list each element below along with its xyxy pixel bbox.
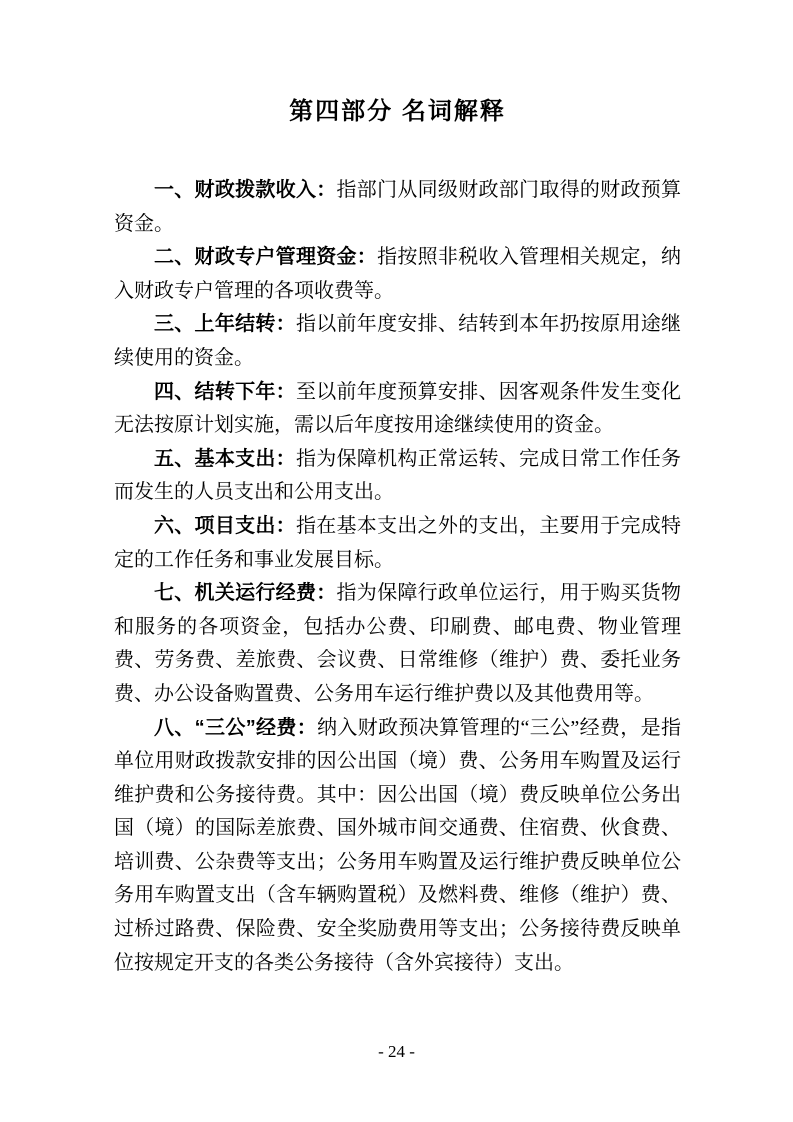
definition-item xyxy=(114,510,681,577)
definition-text: 指按照非税收入管理相关规定，纳入财政专户管理的各项收费等。 xyxy=(114,246,682,302)
definition-item xyxy=(114,308,681,375)
term-label: 一、财政拨款收入： xyxy=(154,179,337,201)
definitions-list xyxy=(114,174,681,980)
term-label: 六、项目支出： xyxy=(154,514,296,537)
definition-text: 指部门从同级财政部门取得的财政预算资金。 xyxy=(114,179,682,235)
page-number: - 24 - xyxy=(378,1042,415,1061)
definition-text: 至以前年度预算安排、因客观条件发生变化无法按原计划实施，需以后年度按用途继续使用的资金。 xyxy=(114,380,682,437)
definition-text: 指以前年度安排、结转到本年扔按原用途继续使用的资金。 xyxy=(114,313,682,369)
definition-text: 指在基本支出之外的支出，主要用于完成特定的工作任务和事业发展目标。 xyxy=(114,514,682,571)
definition-item xyxy=(114,174,681,241)
definition-text: 指为保障机构正常运转、完成日常工作任务而发生的人员支出和公用支出。 xyxy=(114,447,682,504)
term-label: 三、上年结转： xyxy=(154,313,296,336)
page-title: 第四部分 名词解释 xyxy=(289,98,506,125)
definition-item xyxy=(114,241,681,308)
definition-item xyxy=(114,712,681,981)
term-label: 五、基本支出： xyxy=(154,447,296,470)
definition-item xyxy=(114,376,681,443)
definition-text: 纳入财政预决算管理的“三公”经费，是指单位用财政拨款安排的因公出国（境）费、公务用车购置及运行维护费和公务接待费。其中：因公出国（境）费反映单位公务出国（境）的国际差旅费、国外城市间交通费、住宿费、伙食费、培训费、公杂费等支出；公务用车购置及运行维护费反映单位公务用车购置支出（含车辆购置税）及燃料费、维修（维护）费、过桥过路费、保险费、安全奖励费用等支出；公务接待费反映单位按规定开支的各类公务接待（含外宾接待）支出。 xyxy=(114,716,681,974)
definition-item xyxy=(114,577,681,711)
definition-item xyxy=(114,443,681,510)
term-label: 八、“三公”经费： xyxy=(154,716,318,739)
term-label: 四、结转下年： xyxy=(154,380,296,403)
term-label: 二、财政专户管理资金： xyxy=(154,246,378,269)
page-footer xyxy=(0,1042,793,1062)
term-label: 七、机关运行经费： xyxy=(154,582,337,605)
definition-text: 指为保障行政单位运行，用于购买货物和服务的各项资金，包括办公费、印刷费、邮电费、物业管理费、劳务费、差旅费、会议费、日常维修（维护）费、委托业务费、办公设备购置费、公务用车运行维护费以及其他费用等。 xyxy=(114,582,682,705)
